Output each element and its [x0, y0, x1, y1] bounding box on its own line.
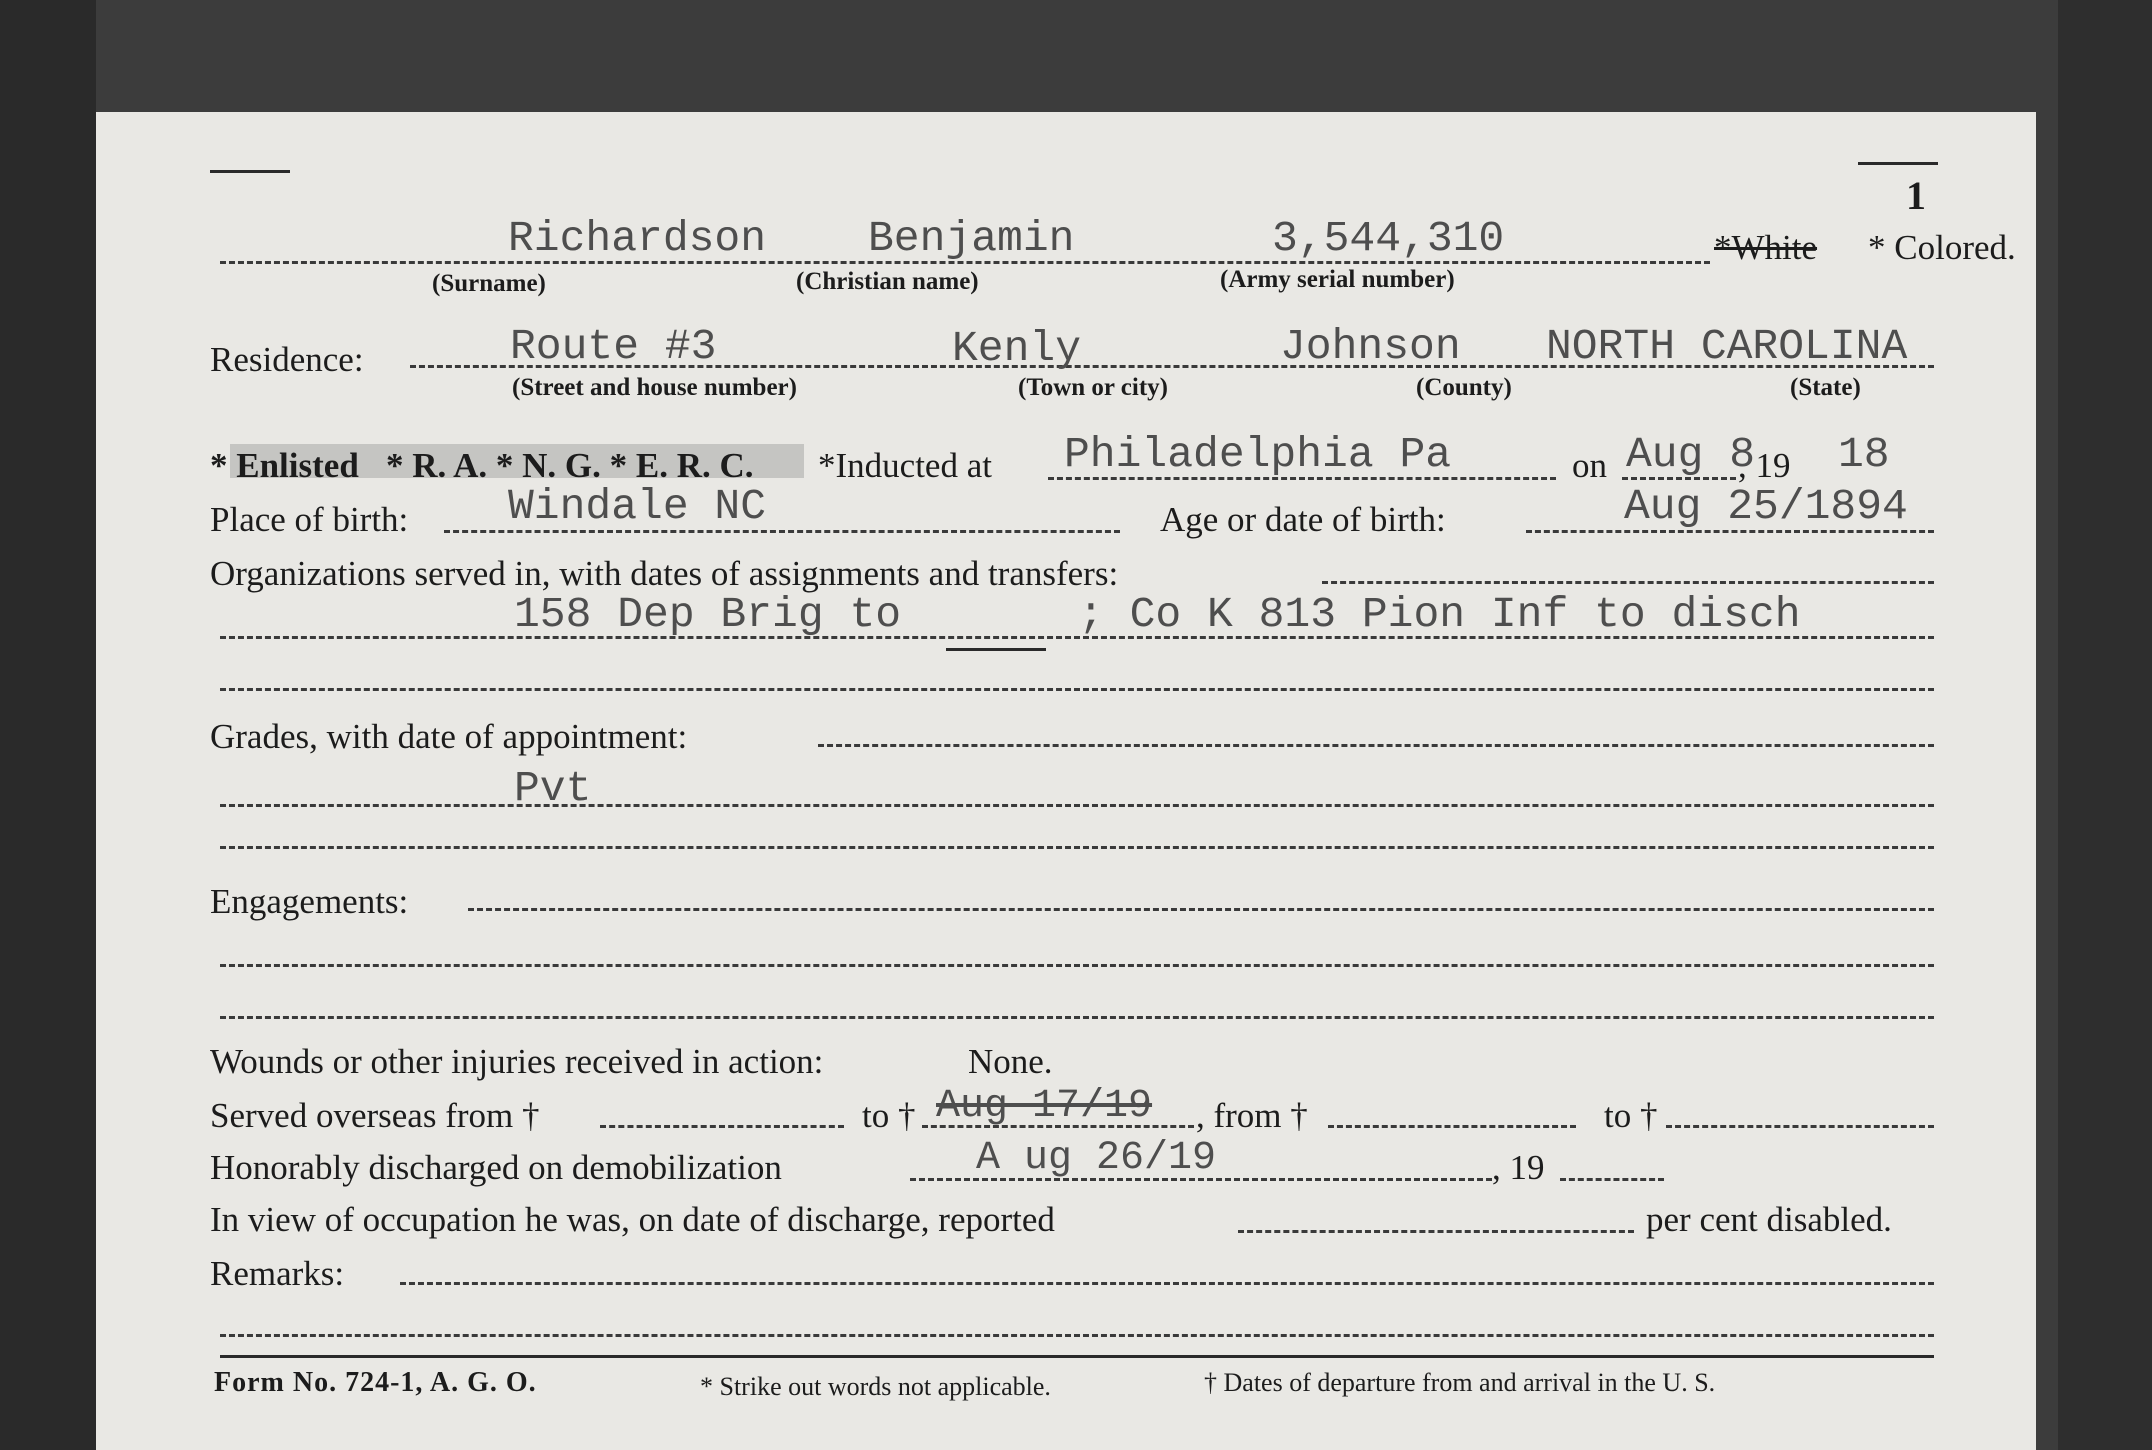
wounds-label: Wounds or other injuries received in action:	[210, 1042, 824, 1081]
christian-name-value: Benjamin	[868, 214, 1075, 263]
enlisted-option: * Enlisted	[210, 446, 359, 485]
surname-value: Richardson	[508, 214, 767, 263]
organizations-label: Organizations served in, with dates of assignments and transfers:	[210, 554, 1119, 593]
inducted-label: *Inducted at	[818, 446, 992, 485]
grades-line-1	[220, 804, 1934, 807]
overseas-from-line-2	[1328, 1125, 1576, 1128]
overseas-from-line	[600, 1125, 844, 1128]
top-right-rule	[1858, 162, 1938, 165]
induction-date-value: Aug 8	[1626, 430, 1756, 479]
on-label: on	[1572, 446, 1607, 485]
grades-label: Grades, with date of appointment:	[210, 717, 688, 756]
discharge-year-prefix: , 19	[1492, 1148, 1545, 1187]
top-left-rule	[210, 170, 290, 173]
grade-value: Pvt	[514, 764, 592, 813]
residence-label: Residence:	[210, 340, 364, 379]
organizations-value-part2: ; Co K 813 Pion Inf to disch	[1078, 590, 1801, 639]
remarks-line-1	[220, 1334, 1934, 1337]
caption-serial-number: (Army serial number)	[1220, 266, 1455, 293]
birthplace-label: Place of birth:	[210, 500, 409, 539]
organizations-line-2	[220, 688, 1934, 691]
footnote-strike-out: * Strike out words not applicable.	[700, 1372, 1051, 1401]
card-number: 1	[1906, 173, 1926, 218]
overseas-to-value: Aug 17/19	[936, 1084, 1153, 1129]
town-value: Kenly	[952, 324, 1082, 373]
organizations-line-0	[1322, 581, 1934, 584]
overseas-to-label-2: to †	[1604, 1096, 1658, 1135]
disability-label: In view of occupation he was, on date of discharge, reported	[210, 1200, 1055, 1239]
induction-year-value: 18	[1838, 430, 1890, 479]
footer-rule	[220, 1355, 1934, 1358]
served-overseas-label: Served overseas from †	[210, 1096, 540, 1135]
year-prefix-label: , 19	[1738, 446, 1791, 485]
engagements-line-0	[468, 908, 1934, 911]
race-white-option: *White	[1714, 228, 1818, 267]
scan-background-left	[0, 0, 96, 1450]
remarks-line-0	[400, 1282, 1934, 1285]
engagements-label: Engagements:	[210, 882, 409, 921]
inducted-place-value: Philadelphia Pa	[1064, 430, 1452, 479]
discharge-date-value: A ug 26/19	[976, 1136, 1217, 1181]
caption-surname: (Surname)	[432, 270, 546, 297]
service-type-options: * R. A. * N. G. * E. R. C.	[386, 446, 754, 485]
disability-line	[1238, 1230, 1634, 1233]
disability-suffix: per cent disabled.	[1646, 1200, 1892, 1239]
discharge-label: Honorably discharged on demobilization	[210, 1148, 782, 1187]
birthplace-value: Windale NC	[508, 482, 767, 531]
organizations-value-part1: 158 Dep Brig to	[514, 590, 902, 639]
caption-street: (Street and house number)	[512, 374, 797, 401]
serial-number-value: 3,544,310	[1272, 214, 1505, 263]
overseas-to-line-2	[1666, 1125, 1934, 1128]
organizations-blank-underline	[946, 648, 1046, 651]
overseas-from-label-2: , from †	[1196, 1096, 1308, 1135]
engagements-line-1	[220, 964, 1934, 967]
form-number: Form No. 724-1, A. G. O.	[214, 1367, 537, 1398]
state-value: NORTH CAROLINA	[1546, 322, 1908, 371]
remarks-label: Remarks:	[210, 1254, 345, 1293]
footnote-dates: † Dates of departure from and arrival in the U. S.	[1204, 1368, 1716, 1397]
caption-town: (Town or city)	[1018, 374, 1168, 401]
birthdate-value: Aug 25/1894	[1624, 482, 1908, 531]
wounds-value: None.	[968, 1042, 1053, 1081]
caption-county: (County)	[1416, 374, 1512, 401]
county-value: Johnson	[1280, 322, 1461, 371]
overseas-to-label: to †	[862, 1096, 916, 1135]
engagements-line-2	[220, 1016, 1934, 1019]
caption-state: (State)	[1790, 374, 1861, 401]
caption-christian-name: (Christian name)	[796, 268, 979, 295]
race-colored-option: * Colored.	[1868, 228, 2016, 267]
grades-line-0	[818, 744, 1934, 747]
grades-line-2	[220, 846, 1934, 849]
street-value: Route #3	[510, 322, 717, 371]
discharge-year-line	[1560, 1178, 1664, 1181]
scan-background-right	[2058, 0, 2152, 1450]
service-record-card	[96, 112, 2036, 1450]
birthdate-label: Age or date of birth:	[1160, 500, 1446, 539]
